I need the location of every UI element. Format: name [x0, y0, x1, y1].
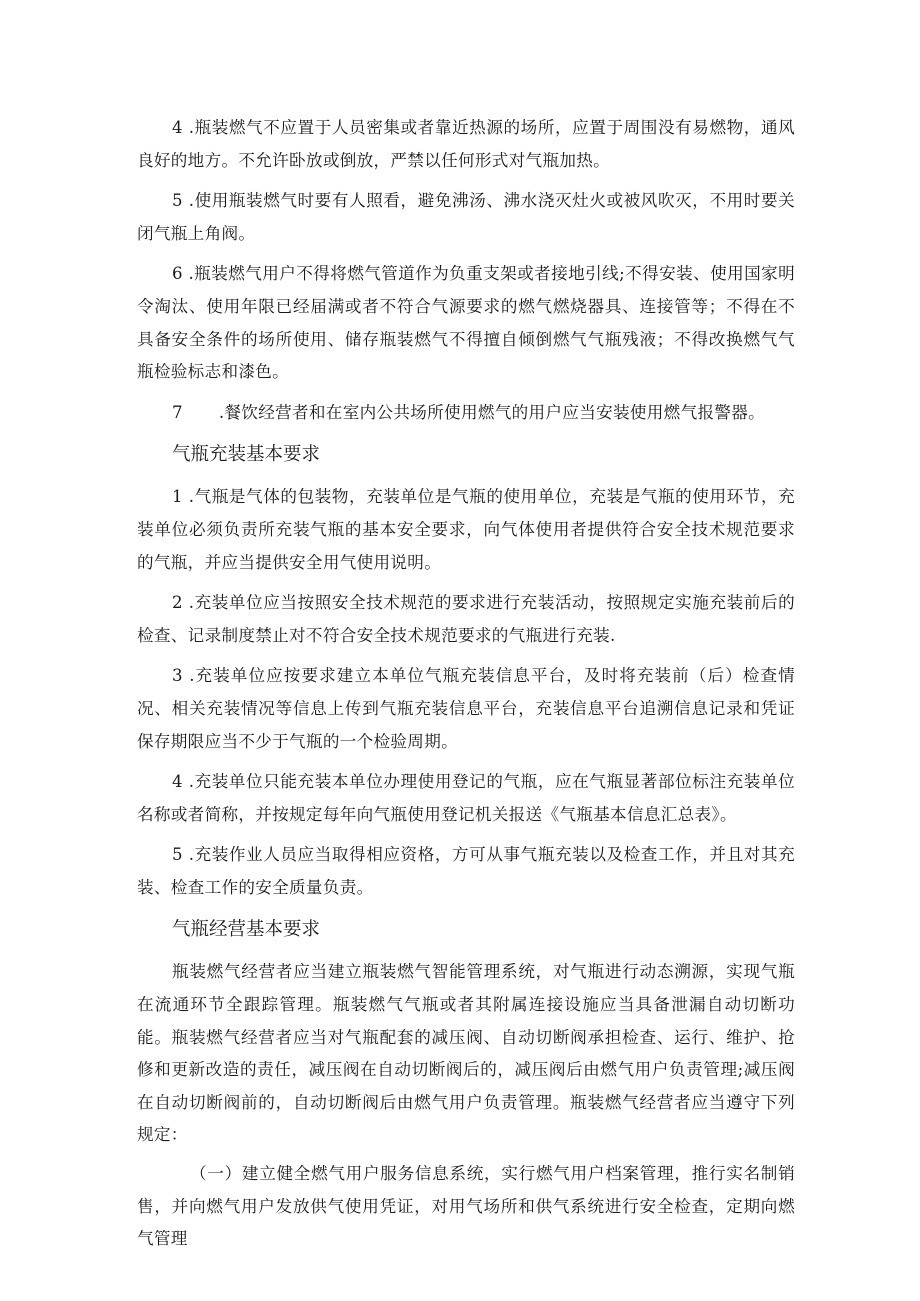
item-number: 4 — [172, 118, 183, 137]
item-text: .充装单位应按要求建立本单位气瓶充装信息平台，及时将充装前（后）检查情况、相关充装情况等信息上传到气瓶充装信息平台，充装信息平台追溯信息记录和凭证保存期限应当不少于气瓶的一个检验周期。 — [137, 666, 795, 751]
item-number: 5 — [172, 845, 183, 865]
list-item — [137, 185, 795, 250]
item-text: .充装单位应当按照安全技术规范的要求进行充装活动，按照规定实施充装前后的检查、记录制度禁止对不符合安全技术规范要求的气瓶进行充装. — [137, 593, 796, 645]
item-text: .充装单位只能充装本单位办理使用登记的气瓶，应在气瓶显著部位标注充装单位名称或者简称，并按规定每年向气瓶使用登记机关报送《气瓶基本信息汇总表》。 — [137, 772, 796, 824]
item-number: 5 — [172, 191, 183, 211]
list-item — [137, 112, 795, 177]
item-number: 7 — [172, 402, 183, 422]
section-heading: 气瓶经营基本要求 — [172, 919, 321, 941]
list-item — [137, 481, 795, 579]
item-text: .瓶装燃气用户不得将燃气管道作为负重支架或者接地引线;不得安装、使用国家明令淘汰、使用年限已经届满或者不符合气源要求的燃气燃烧器具、连接管等；不得在不具备安全条件的场所使用、储存瓶装燃气不得擅自倾倒燃气气瓶残液；不得改换燃气气瓶检验标志和漆色。 — [137, 264, 796, 382]
document-body — [137, 112, 795, 1256]
item-text: .气瓶是气体的包装物，充装单位是气瓶的使用单位，充装是气瓶的使用环节，充装单位必须负责所充装气瓶的基本安全要求，向气体使用者提供符合安全技术规范要求的气瓶，并应当提供安全用气使用说明。 — [137, 487, 796, 572]
sub-item-paragraph: （一）建立健全燃气用户服务信息系统，实行燃气用户档案管理，推行实名制销售，并向燃气用户发放供气使用凭证，对用气场所和供气系统进行安全检查，定期向燃气管理 — [137, 1164, 795, 1249]
item-number: 3 — [172, 666, 183, 686]
list-item — [137, 766, 795, 831]
list-item — [137, 258, 795, 388]
body-paragraph: 瓶装燃气经营者应当建立瓶装燃气智能管理系统，对气瓶进行动态溯源，实现气瓶在流通环节全跟踪管理。瓶装燃气气瓶或者其附属连接设施应当具备泄漏自动切断功能。瓶装燃气经营者应当对气瓶配套的减压阀、自动切断阀承担检查、运行、维护、抢修和更新改造的责任，减压阀在自动切断阀后的，减压阀后由燃气用户负责管理;减压阀在自动切断阀前的，自动切断阀后由燃气用户负责管理。瓶装燃气经营者应当遵守下列规定： — [137, 962, 795, 1145]
list-item — [137, 839, 795, 904]
item-number: 4 — [172, 772, 183, 792]
item-number: 2 — [172, 593, 183, 613]
item-text: .瓶装燃气不应置于人员密集或者靠近热源的场所，应置于周围没有易燃物，通风良好的地方。不允许卧放或倒放，严禁以任何形式对气瓶加热。 — [137, 118, 796, 170]
section-heading: 气瓶充装基本要求 — [172, 444, 321, 466]
item-text: .充装作业人员应当取得相应资格，方可从事气瓶充装以及检查工作，并且对其充装、检查工作的安全质量负责。 — [137, 845, 796, 897]
item-number: 6 — [172, 264, 183, 284]
item-number: 1 — [172, 487, 183, 507]
list-item — [137, 397, 795, 430]
item-text: .使用瓶装燃气时要有人照看，避免沸汤、沸水浇灭灶火或被风吹灭，不用时要关闭气瓶上角阀。 — [137, 191, 796, 243]
list-item — [137, 660, 795, 758]
item-text: .餐饮经营者和在室内公共场所使用燃气的用户应当安装使用燃气报警器。 — [218, 402, 766, 422]
list-item — [137, 587, 795, 652]
